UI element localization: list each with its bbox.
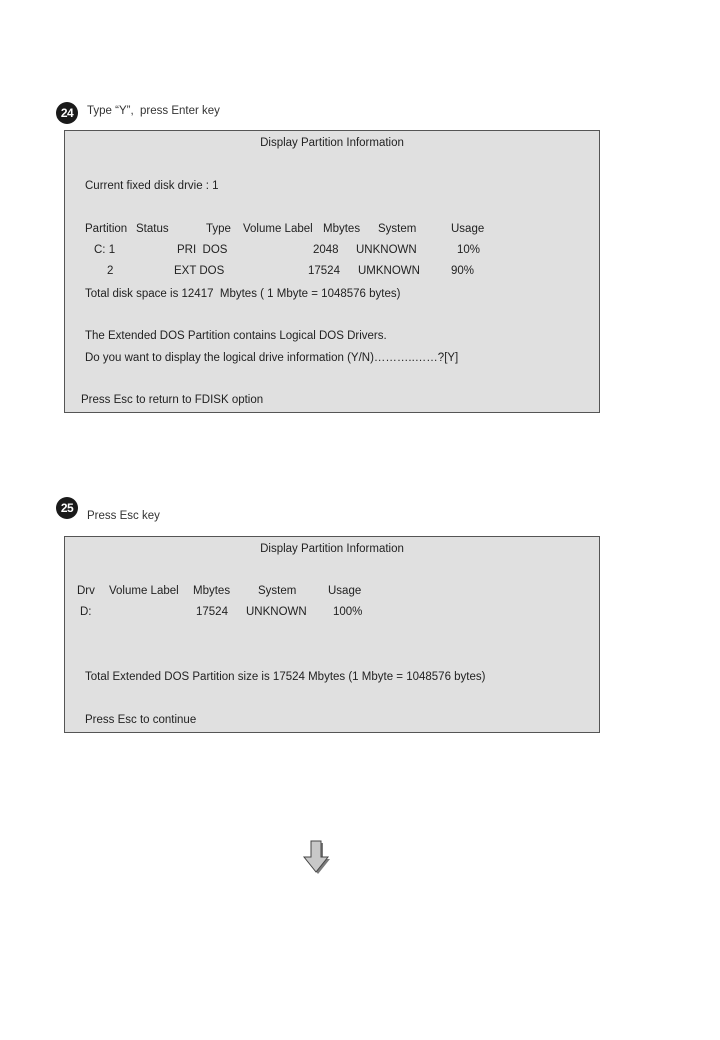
row-1-system: UNKNOWN — [246, 606, 307, 618]
partition-info-screen-24 — [64, 130, 600, 413]
logical-drive-prompt[interactable]: Do you want to display the logical drive information (Y/N)………..……?[Y] — [85, 352, 459, 364]
row-1-mbytes: 2048 — [313, 244, 339, 256]
step-25-badge: 25 — [56, 497, 78, 519]
row-2-system: UMKNOWN — [358, 265, 420, 277]
row-1-system: UNKNOWN — [356, 244, 417, 256]
col-header-system: System — [258, 585, 297, 597]
row-2-type: EXT DOS — [174, 265, 225, 277]
col-header-status: Status — [136, 223, 169, 235]
partition-info-screen-25 — [64, 536, 600, 733]
col-header-volume-label: Volume Label — [243, 223, 313, 235]
continue-hint: Press Esc to continue — [85, 714, 197, 726]
step-25-instruction: Press Esc key — [87, 510, 160, 522]
row-1-usage: 10% — [457, 244, 481, 256]
col-header-volume-label: Volume Label — [109, 585, 179, 597]
row-1-mbytes: 17524 — [196, 606, 228, 618]
row-2-usage: 90% — [451, 265, 475, 277]
col-header-drv: Drv — [77, 585, 95, 597]
total-extended-size: Total Extended DOS Partition size is 17524 Mbytes (1 Mbyte = 1048576 bytes) — [85, 671, 486, 683]
col-header-usage: Usage — [328, 585, 362, 597]
total-disk-space: Total disk space is 12417 Mbytes ( 1 Mbyte = 1048576 bytes) — [85, 288, 401, 300]
screen-title: Display Partition Information — [260, 543, 404, 555]
row-1-type: PRI DOS — [177, 244, 228, 256]
arrow-down-icon — [302, 840, 332, 876]
screen-title: Display Partition Information — [260, 137, 404, 149]
col-header-system: System — [378, 223, 417, 235]
col-header-partition: Partition — [85, 223, 128, 235]
row-2-mbytes: 17524 — [308, 265, 340, 277]
col-header-mbytes: Mbytes — [193, 585, 231, 597]
step-24-instruction: Type “Y”, press Enter key — [87, 105, 220, 117]
col-header-usage: Usage — [451, 223, 485, 235]
row-1-usage: 100% — [333, 606, 363, 618]
row-1-partition: C: 1 — [94, 244, 116, 256]
current-disk-line: Current fixed disk drvie : 1 — [85, 180, 219, 192]
row-1-drv: D: — [80, 606, 92, 618]
col-header-type: Type — [206, 223, 231, 235]
return-to-fdisk-hint: Press Esc to return to FDISK option — [81, 394, 264, 406]
row-2-partition: 2 — [107, 265, 114, 277]
step-24-badge: 24 — [56, 102, 78, 124]
col-header-mbytes: Mbytes — [323, 223, 361, 235]
extended-partition-note: The Extended DOS Partition contains Logical DOS Drivers. — [85, 330, 387, 342]
